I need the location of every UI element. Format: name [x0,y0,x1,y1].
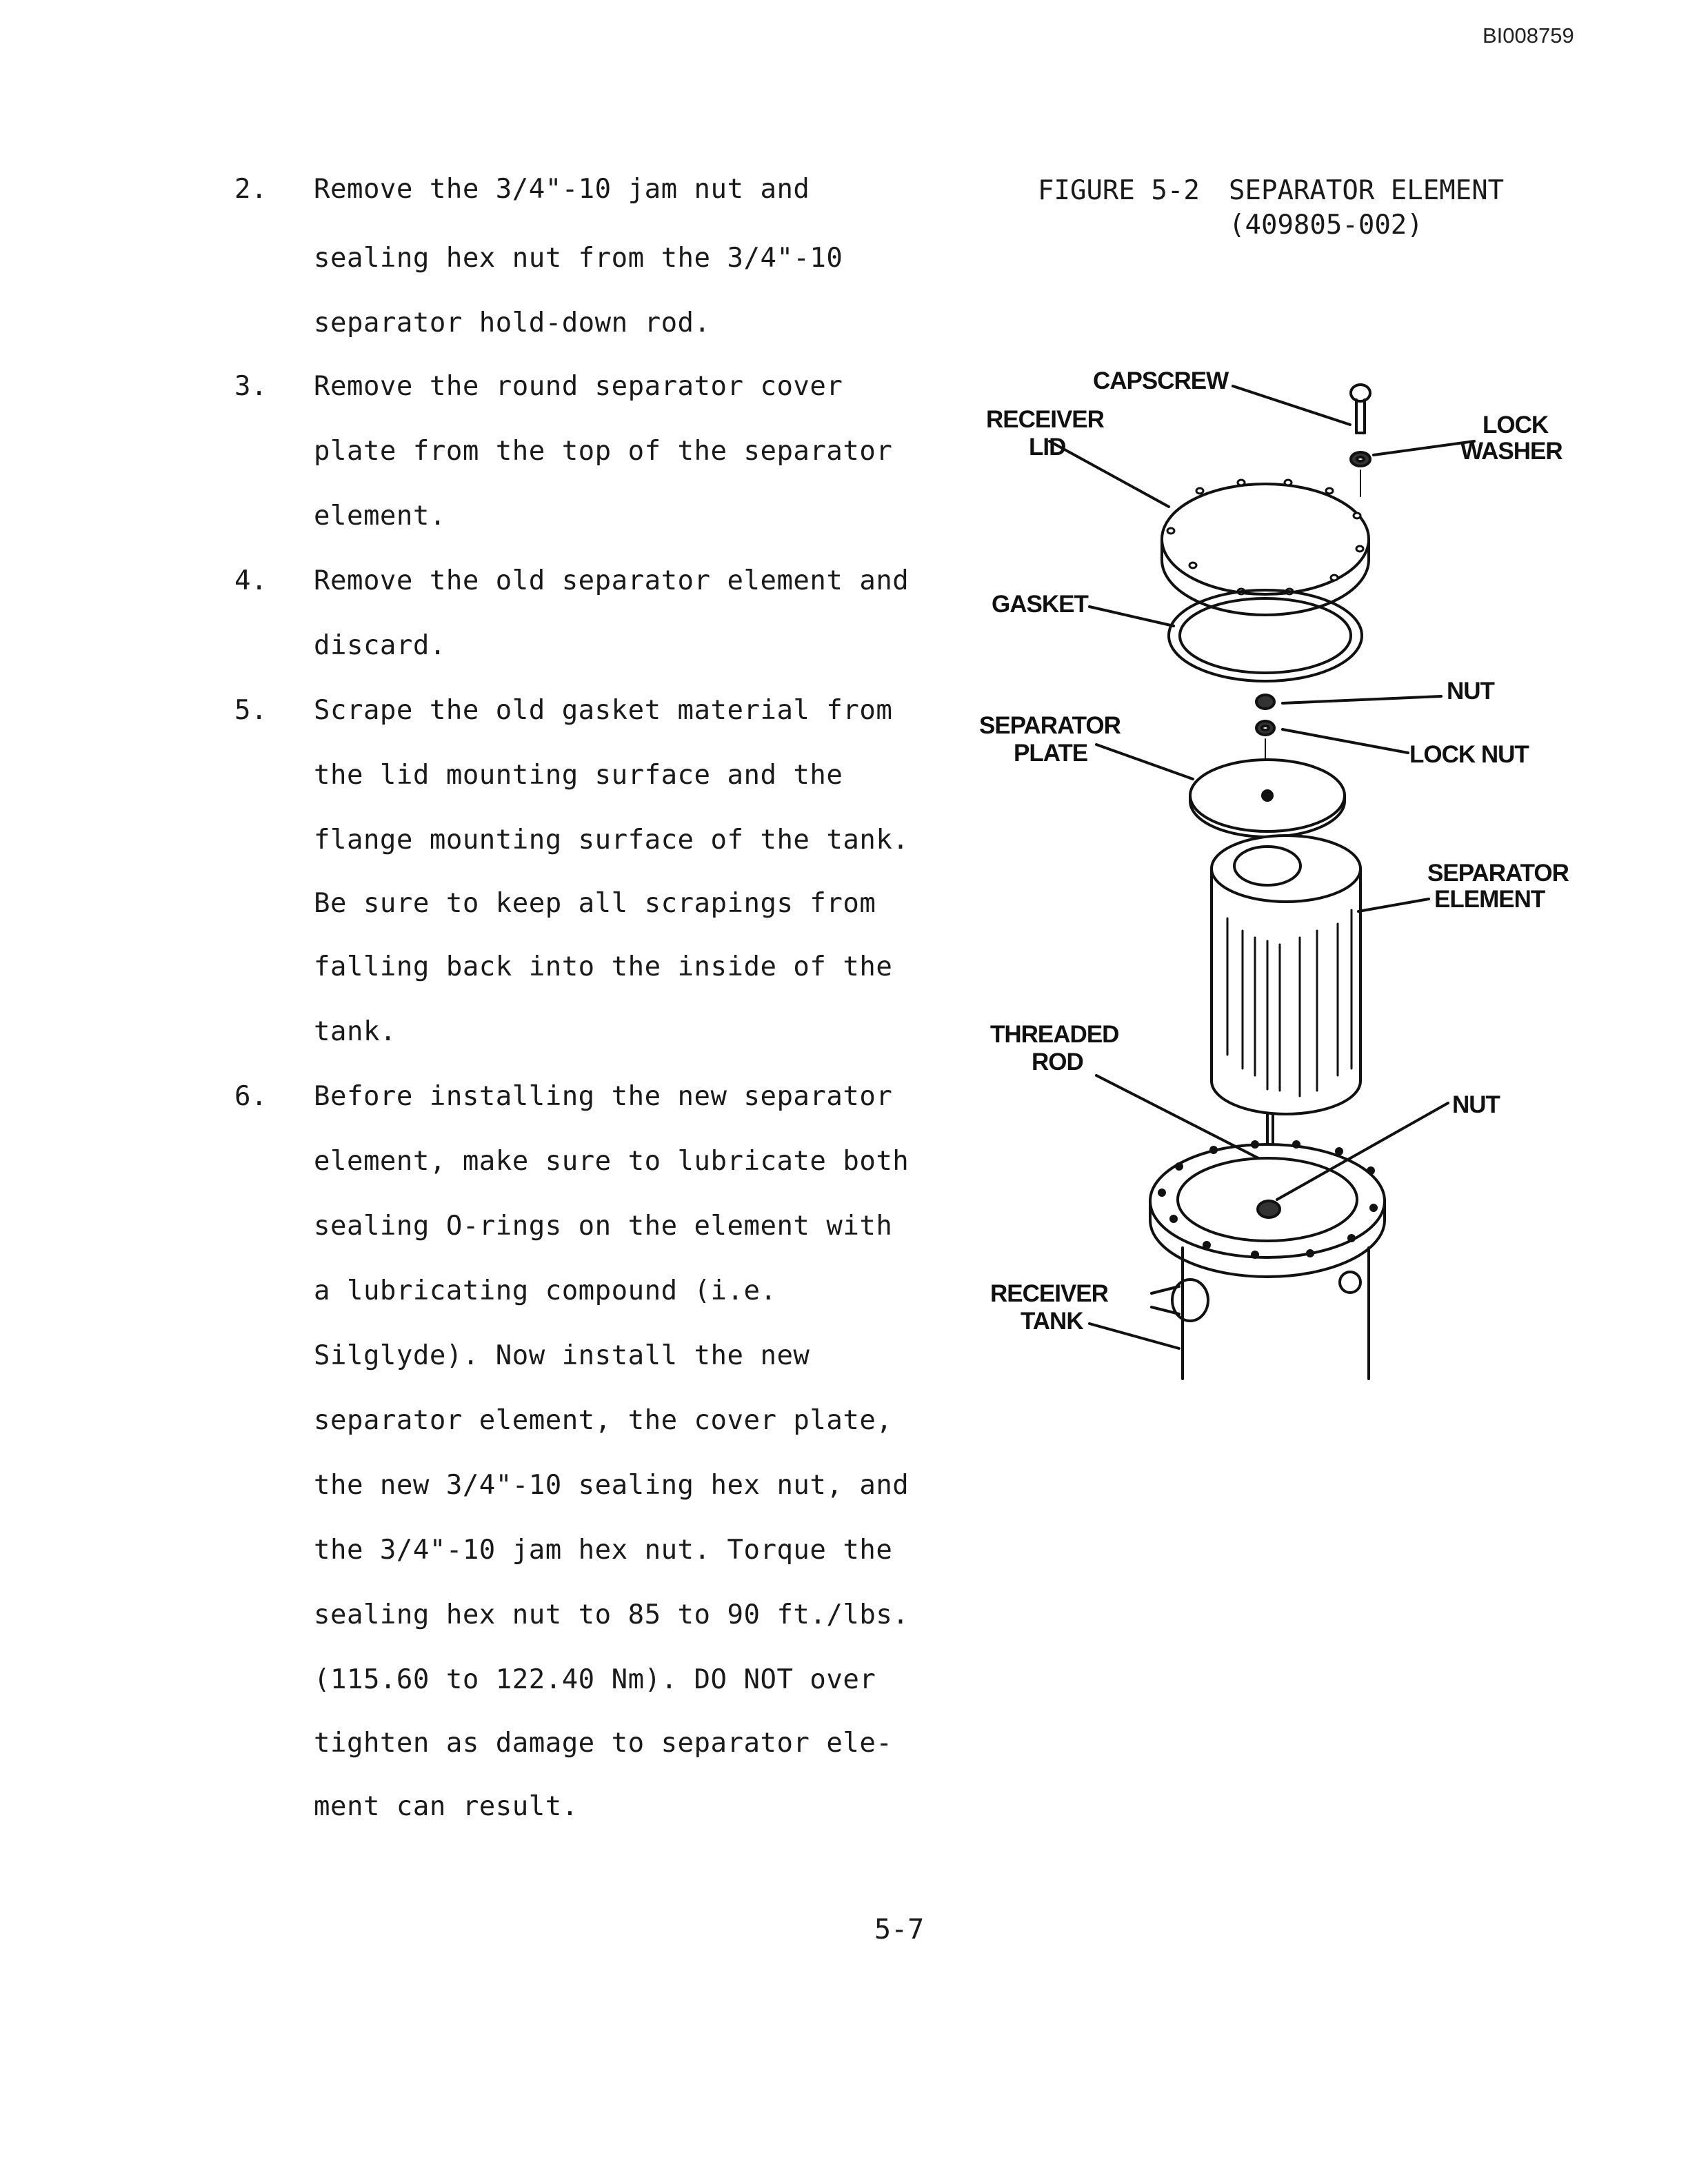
label-receiver-lid: RECEIVER [986,406,1104,433]
step-text-line: Before installing the new separator [314,1081,893,1112]
label-lock-washer-2: WASHER [1460,438,1563,465]
step-text-line: Remove the round separator cover [314,371,843,402]
separator-element-diagram [952,358,1600,1393]
label-threaded-rod-2: ROD [1032,1049,1083,1075]
step-number: 5. [234,695,268,726]
figure-part-number: (409805-002) [1229,210,1423,241]
label-receiver-tank-2: TANK [1021,1308,1083,1335]
step-number: 3. [234,371,268,402]
label-separator-plate-2: PLATE [1014,740,1088,767]
label-separator-plate: SEPARATOR [979,712,1121,739]
lock-nut-icon [1256,721,1274,735]
label-gasket: GASKET [992,591,1088,618]
label-lock-nut: LOCK NUT [1409,741,1529,768]
separator-plate-icon [1190,760,1345,837]
step-text-line: plate from the top of the separator [314,436,893,467]
step-text-line: the new 3/4"-10 sealing hex nut, and [314,1470,910,1501]
step-text-line: Scrape the old gasket material from [314,695,893,726]
step-text-line: tighten as damage to separator ele- [314,1728,893,1759]
step-text-line: element. [314,501,446,532]
step-text-line: tank. [314,1016,396,1047]
step-text-line: Remove the old separator element and [314,565,910,596]
step-text-line: discard. [314,630,446,661]
figure-title: SEPARATOR ELEMENT [1229,175,1505,206]
step-text-line: sealing hex nut to 85 to 90 ft./lbs. [314,1599,910,1630]
label-nut-top: NUT [1447,678,1494,705]
step-text-line: element, make sure to lubricate both [314,1146,910,1177]
figure-number: FIGURE 5-2 [1038,175,1200,206]
label-threaded-rod: THREADED [990,1021,1119,1048]
step-text-line: Be sure to keep all scrapings from [314,888,876,919]
step-text-line: Remove the 3/4"-10 jam nut and [314,174,810,205]
label-lock-washer: LOCK [1483,412,1549,438]
page-number: 5-7 [874,1914,925,1945]
label-receiver-tank: RECEIVER [990,1280,1108,1307]
step-text-line: the 3/4"-10 jam hex nut. Torque the [314,1535,893,1566]
label-capscrew: CAPSCREW [1093,367,1229,394]
lock-washer-icon [1351,452,1370,466]
receiver-lid-icon [1162,480,1369,615]
step-text-line: falling back into the inside of the [314,951,893,982]
label-separator-element: SEPARATOR [1427,860,1569,887]
step-text-line: Silglyde). Now install the new [314,1340,810,1371]
label-separator-element-2: ELEMENT [1434,886,1545,913]
label-receiver-lid-2: LID [1029,434,1066,461]
label-nut-bottom: NUT [1452,1091,1500,1118]
step-text-line: sealing hex nut from the 3/4"-10 [314,243,843,274]
step-number: 6. [234,1081,268,1112]
step-text-line: the lid mounting surface and the [314,760,843,791]
step-text-line: (115.60 to 122.40 Nm). DO NOT over [314,1664,876,1695]
step-text-line: a lubricating compound (i.e. [314,1275,777,1306]
capscrew-icon [1351,385,1370,433]
step-text-line: sealing O-rings on the element with [314,1211,893,1242]
step-text-line: separator element, the cover plate, [314,1405,893,1436]
step-text-line: separator hold-down rod. [314,307,711,338]
nut-icon [1256,695,1274,709]
separator-element-icon [1212,836,1360,1114]
step-text-line: flange mounting surface of the tank. [314,825,910,856]
document-id: BI008759 [1483,23,1574,48]
gasket-icon [1169,590,1362,681]
step-text-line: ment can result. [314,1791,579,1822]
step-number: 4. [234,565,268,596]
receiver-tank-icon [1150,1140,1385,1379]
step-number: 2. [234,174,268,205]
